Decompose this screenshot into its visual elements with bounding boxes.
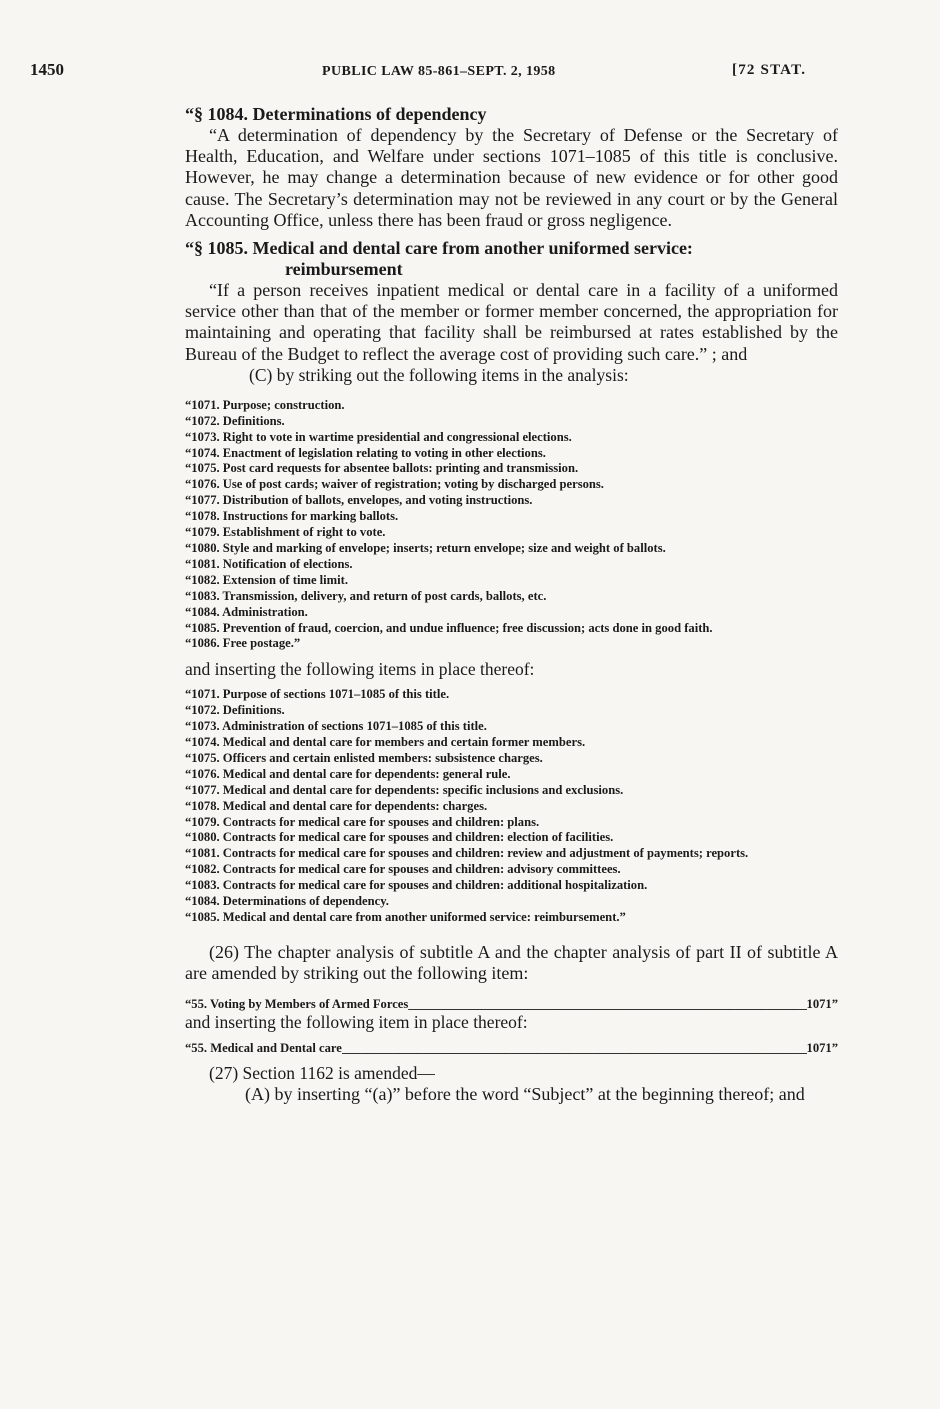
clause-c: (C) by striking out the following items in the analysis: [249,364,629,385]
paragraph-27: (27) Section 1162 is amended— [209,1063,435,1084]
inserted-item: “1080. Contracts for medical care for spouses and children: election of facilities. [185,830,614,845]
inserting-item-intro: and inserting the following item in place thereof: [185,1012,528,1033]
struck-item: “1072. Definitions. [185,413,285,428]
inserted-item: “1071. Purpose of sections 1071–1085 of this title. [185,687,450,702]
inserting-intro: and inserting the following items in place thereof: [185,659,535,680]
page-number: 1450 [30,60,64,79]
struck-item: “1073. Right to vote in wartime presidential and congressional elections. [185,429,572,444]
toc-inserted-entry [185,1040,838,1056]
inserted-item: “1074. Medical and dental care for members and certain former members. [185,735,586,750]
struck-item: “1077. Distribution of ballots, envelopes, and voting instructions. [185,493,533,508]
section-1085-heading-line2: reimbursement [285,259,403,280]
toc-struck-label: “55. Voting by Members of Armed Forces [185,997,409,1012]
struck-item: “1080. Style and marking of envelope; inserts; return envelope; size and weight of ballots. [185,540,666,555]
inserted-item: “1081. Contracts for medical care for spouses and children: review and adjustment of payments; reports. [185,846,749,861]
inserted-items-list [185,687,838,926]
dot-leader [342,1040,807,1056]
section-1084-heading: “§ 1084. Determinations of dependency [185,104,487,124]
section-1084-body: “A determination of dependency by the Secretary of Defense or the Secretary of Health, Education, and Welfare under sections 1071–1085 of this title is conclusive. However, he may change a determination because of new evidence or for other good cause. The Secretary’s determination may not be reviewed in any court or by the General Accounting Office, unless there has been fraud or gross negligence. [185,125,838,230]
inserted-item: “1083. Contracts for medical care for spouses and children: additional hospitalization. [185,878,648,893]
struck-item: “1078. Instructions for marking ballots. [185,509,399,524]
struck-item: “1082. Extension of time limit. [185,572,349,587]
struck-item: “1081. Notification of elections. [185,556,353,571]
clause-a: (A) by inserting “(a)” before the word “Subject” at the beginning thereof; and [245,1084,805,1105]
stat-reference: [72 STAT. [732,62,807,78]
dot-leader [408,996,806,1012]
inserted-item: “1082. Contracts for medical care for spouses and children: advisory committees. [185,862,621,877]
section-1085-heading [185,238,838,280]
struck-item: “1079. Establishment of right to vote. [185,525,386,540]
running-head: PUBLIC LAW 85-861–SEPT. 2, 1958 [322,64,556,79]
toc-inserted-page: 1071” [806,1041,838,1056]
inserted-item: “1076. Medical and dental care for dependents: general rule. [185,766,511,781]
paragraph-26: (26) The chapter analysis of subtitle A and the chapter analysis of part II of subtitle A are amended by striking out the following item: [185,941,838,984]
struck-item: “1083. Transmission, delivery, and return of post cards, ballots, etc. [185,588,547,603]
inserted-item: “1085. Medical and dental care from another uniformed service: reimbursement.” [185,910,626,925]
struck-item: “1084. Administration. [185,604,308,619]
section-1085-heading-line1: “§ 1085. Medical and dental care from another uniformed service: [185,238,693,259]
inserted-item: “1072. Definitions. [185,703,285,718]
struck-item: “1076. Use of post cards; waiver of registration; voting by discharged persons. [185,477,604,492]
struck-item: “1085. Prevention of fraud, coercion, and undue influence; free discussion; acts done in good faith. [185,620,713,635]
inserted-item: “1078. Medical and dental care for dependents: charges. [185,798,488,813]
toc-struck-entry [185,996,838,1012]
inserted-item: “1073. Administration of sections 1071–1085 of this title. [185,719,487,734]
toc-inserted-label: “55. Medical and Dental care [185,1041,342,1056]
struck-item: “1086. Free postage.” [185,636,301,651]
page-content [185,104,838,1106]
struck-item: “1071. Purpose; construction. [185,397,345,412]
section-1085-body: “If a person receives inpatient medical or dental care in a facility of a uniformed service other than that of the member or former member concerned, the appropriation for maintaining and operating that facility shall be reimbursed at rates established by the Bureau of the Budget to reflect the average cost of providing such care.” ; and [185,280,838,364]
inserted-item: “1079. Contracts for medical care for spouses and children: plans. [185,814,540,829]
struck-item: “1075. Post card requests for absentee ballots: printing and transmission. [185,461,579,476]
struck-items-list [185,398,838,653]
struck-item: “1074. Enactment of legislation relating to voting in other elections. [185,445,546,460]
inserted-item: “1084. Determinations of dependency. [185,894,389,909]
toc-struck-page: 1071” [806,997,838,1012]
inserted-item: “1077. Medical and dental care for dependents: specific inclusions and exclusions. [185,782,624,797]
inserted-item: “1075. Officers and certain enlisted members: subsistence charges. [185,750,543,765]
